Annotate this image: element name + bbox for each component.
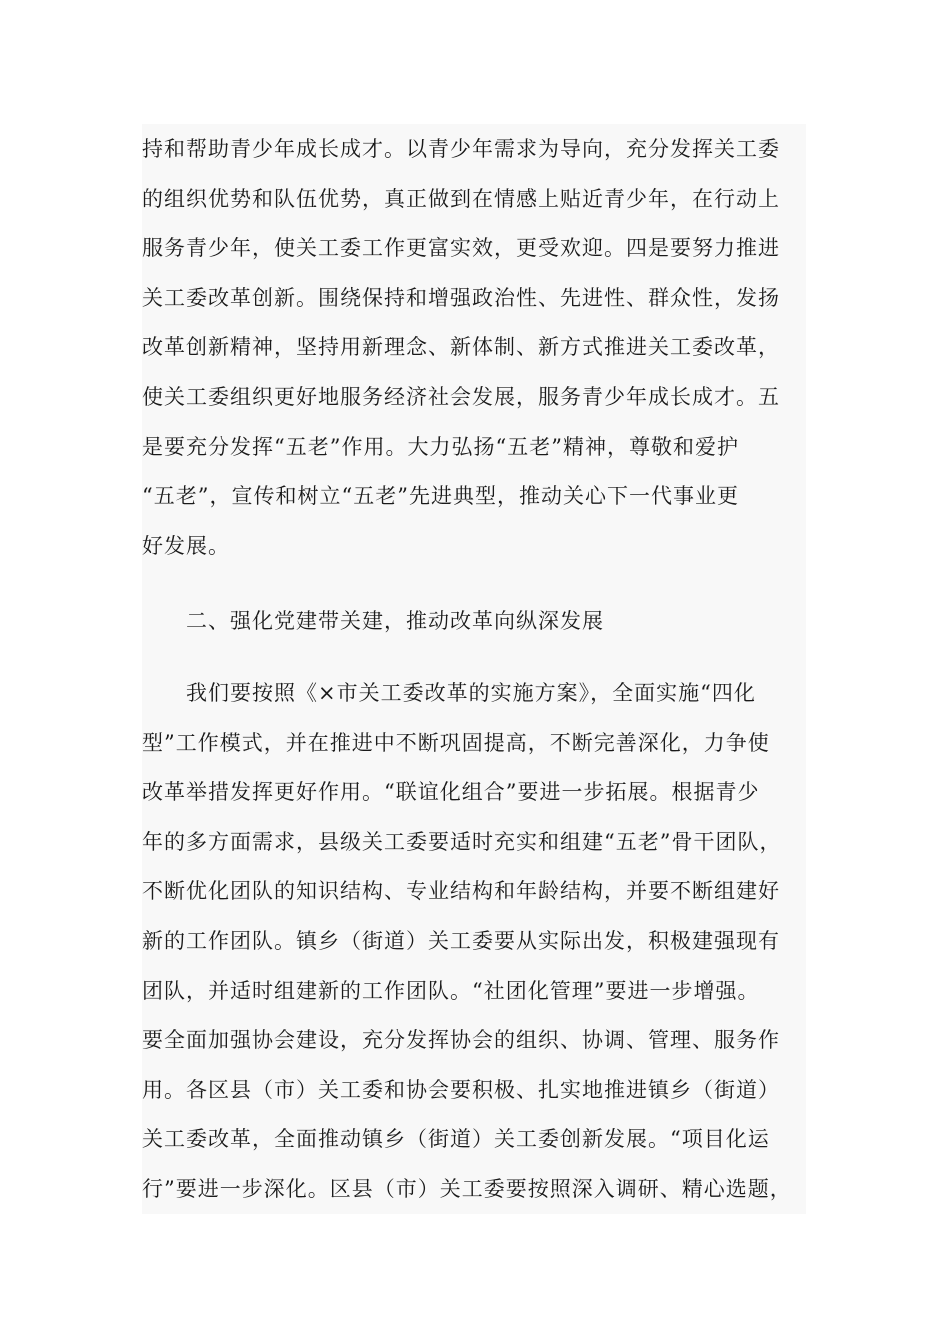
text-line: 改革创新精神，坚持用新理念、新体制、新方式推进关工委改革，	[142, 335, 780, 360]
text-line: “五老”，宣传和树立“五老”先进典型，推动关心下一代事业更	[142, 484, 739, 509]
text-line: 改革举措发挥更好作用。“联谊化组合”要进一步拓展。根据青少	[142, 780, 760, 805]
text-line: 新的工作团队。镇乡（街道）关工委要从实际出发，积极建强现有	[142, 928, 780, 953]
document-page	[142, 124, 806, 1214]
text-line: 关工委改革创新。围绕保持和增强政治性、先进性、群众性，发扬	[142, 285, 780, 310]
text-line: 服务青少年，使关工委工作更富实效，更受欢迎。四是要努力推进	[142, 236, 780, 261]
section-heading	[142, 597, 806, 647]
text-line: 用。各区县（市）关工委和协会要积极、扎实地推进镇乡（街道）	[142, 1077, 780, 1102]
text-line: 不断优化团队的知识结构、专业结构和年龄结构，并要不断组建好	[142, 879, 780, 904]
text-line: 关工委改革，全面推动镇乡（街道）关工委创新发展。“项目化运	[142, 1127, 770, 1152]
text-line: 是要充分发挥“五老”作用。大力弘扬“五老”精神，尊敬和爱护	[142, 434, 739, 459]
text-line: 好发展。	[142, 533, 230, 558]
paragraph-1	[142, 125, 806, 571]
text-line: 持和帮助青少年成长成才。以青少年需求为导向，充分发挥关工委	[142, 137, 780, 161]
text-line: 使关工委组织更好地服务经济社会发展，服务青少年成长成才。五	[142, 384, 780, 409]
text-line: 要全面加强协会建设，充分发挥协会的组织、协调、管理、服务作	[142, 1028, 780, 1053]
text-line: 行”要进一步深化。区县（市）关工委要按照深入调研、精心选题，	[142, 1176, 792, 1201]
text-line: 型”工作模式，并在推进中不断巩固提高，不断完善深化，力争使	[142, 730, 770, 755]
text-line: 团队，并适时组建新的工作团队。“社团化管理”要进一步增强。	[142, 978, 760, 1003]
paragraph-2	[142, 669, 806, 1215]
text-line: 的组织优势和队伍优势，真正做到在情感上贴近青少年，在行动上	[142, 186, 780, 211]
heading-text: 二、强化党建带关建，推动改革向纵深发展	[142, 609, 604, 633]
text-line: 年的多方面需求，县级关工委要适时充实和组建“五老”骨干团队，	[142, 829, 782, 854]
text-line: 我们要按照《×市关工委改革的实施方案》，全面实施“四化	[142, 681, 756, 705]
